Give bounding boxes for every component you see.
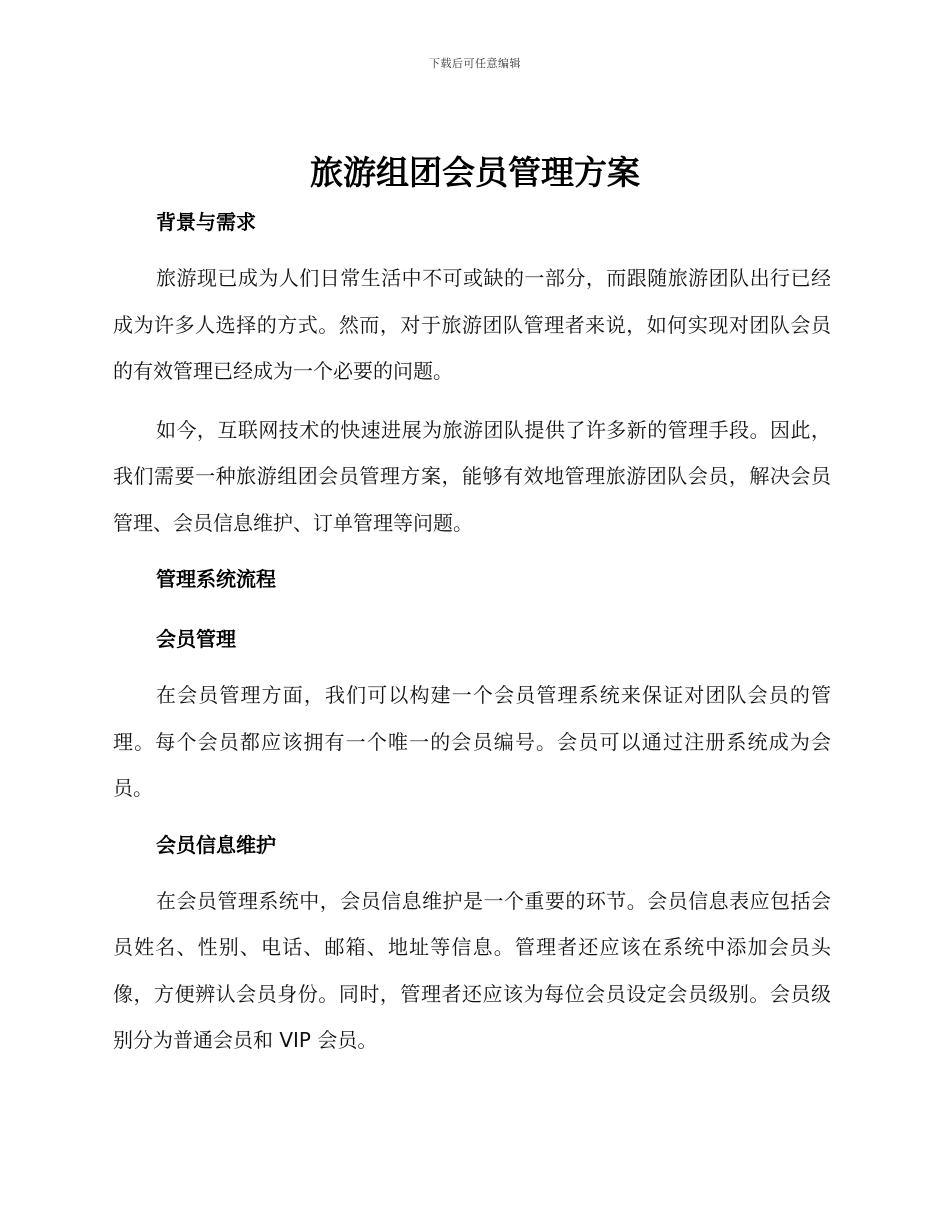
paragraph-member-management: 在会员管理方面，我们可以构建一个会员管理系统来保证对团队会员的管理。每个会员都应该拥有一个唯一的会员编号。会员可以通过注册系统成为会员。 (113, 683, 831, 800)
section-heading-system-flow: 管理系统流程 (156, 567, 276, 591)
paragraph-background-2: 如今，互联网技术的快速进展为旅游团队提供了许多新的管理手段。因此，我们需要一种旅游组团会员管理方案，能够有效地管理旅游团队会员，解决会员管理、会员信息维护、订单管理等问题。 (113, 417, 831, 535)
section-heading-member-management: 会员管理 (156, 627, 236, 651)
section-heading-member-info: 会员信息维护 (156, 832, 276, 857)
document-title: 旅游组团会员管理方案 (310, 153, 640, 192)
paragraph-background-1: 旅游现已成为人们日常生活中不可或缺的一部分，而跟随旅游团队出行已经成为许多人选择的方式。然而，对于旅游团队管理者来说，如何实现对团队会员的有效管理已经成为一个必要的问题。 (113, 266, 831, 383)
paragraph-member-info: 在会员管理系统中，会员信息维护是一个重要的环节。会员信息表应包括会员姓名、性别、电话、邮箱、地址等信息。管理者还应该在系统中添加会员头像，方便辨认会员身份。同时，管理者还应该为每位会员设定会员级别。会员级别分为普通会员和 VIP 会员。 (113, 888, 831, 1052)
header-note: 下载后可任意编辑 (429, 57, 521, 70)
section-heading-background: 背景与需求 (156, 210, 256, 234)
document-body (113, 203, 831, 1064)
